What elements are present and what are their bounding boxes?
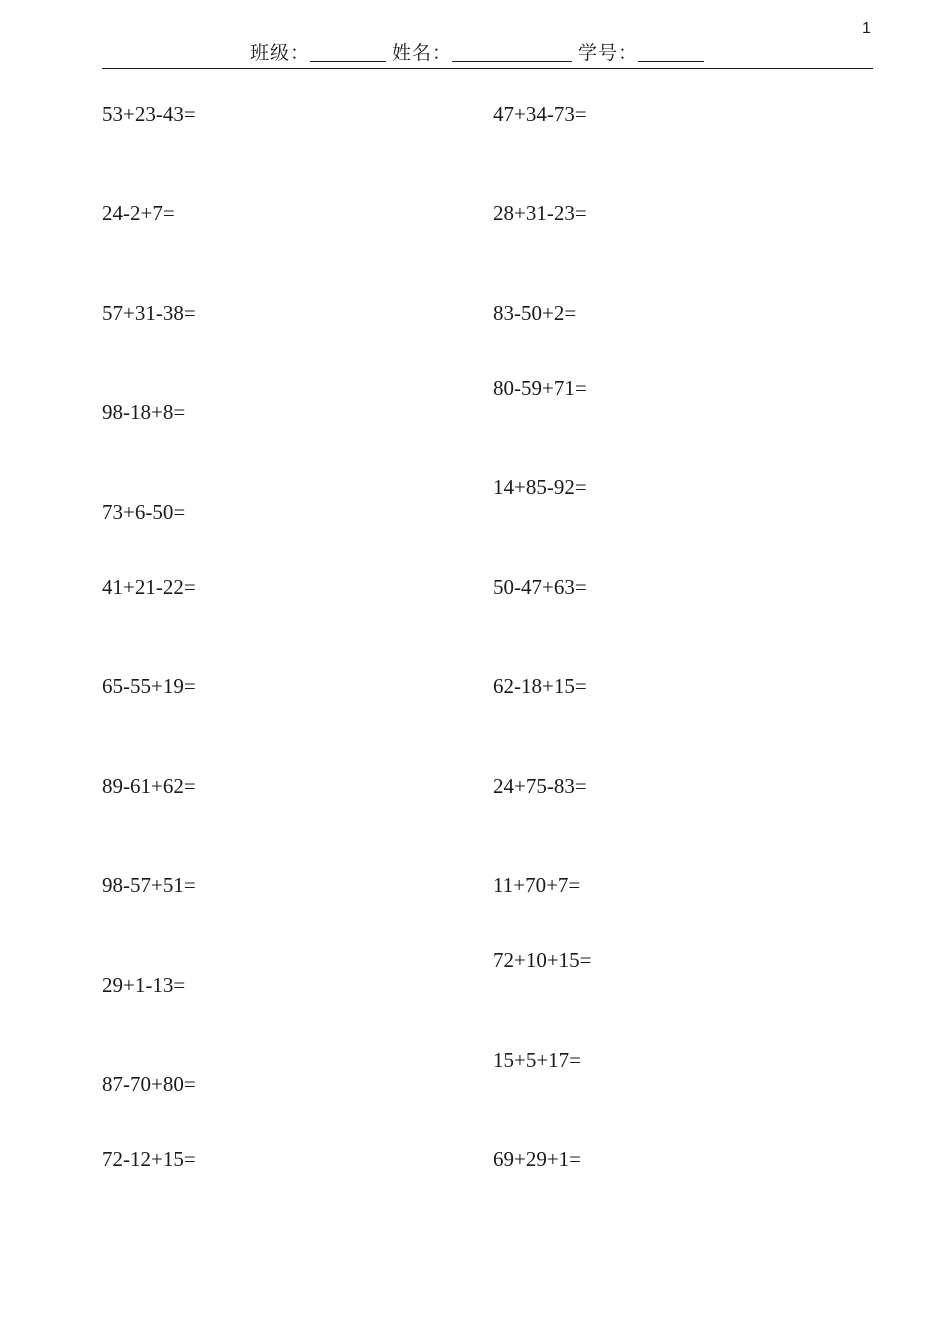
problem-left-11: 87-70+80= — [102, 1072, 196, 1096]
problem-left-7: 65-55+19= — [102, 674, 196, 698]
problem-right-6: 50-47+63= — [493, 575, 587, 599]
problem-left-1: 53+23-43= — [102, 102, 196, 126]
name-label: 姓名： — [392, 42, 453, 64]
header-rule — [102, 68, 873, 69]
problem-right-12: 69+29+1= — [493, 1147, 582, 1171]
problem-left-9: 98-57+51= — [102, 873, 196, 897]
problem-left-12: 72-12+15= — [102, 1147, 196, 1171]
problem-right-5: 14+85-92= — [493, 475, 587, 499]
problem-right-3: 83-50+2= — [493, 301, 577, 325]
page-number: 1 — [862, 20, 871, 37]
student-id-label: 学号： — [578, 42, 639, 64]
problem-right-10: 72+10+15= — [493, 948, 592, 972]
problem-right-1: 47+34-73= — [493, 102, 587, 126]
worksheet-header — [250, 38, 704, 65]
problem-left-3: 57+31-38= — [102, 301, 196, 325]
problem-right-11: 15+5+17= — [493, 1048, 582, 1072]
problem-left-6: 41+21-22= — [102, 575, 196, 599]
problem-left-4: 98-18+8= — [102, 400, 186, 424]
problem-right-8: 24+75-83= — [493, 774, 587, 798]
problem-left-2: 24-2+7= — [102, 201, 175, 225]
class-label: 班级： — [250, 42, 311, 64]
class-blank[interactable] — [310, 41, 386, 62]
problem-right-2: 28+31-23= — [493, 201, 587, 225]
problem-right-7: 62-18+15= — [493, 674, 587, 698]
problem-left-8: 89-61+62= — [102, 774, 196, 798]
problem-left-5: 73+6-50= — [102, 500, 186, 524]
problem-right-4: 80-59+71= — [493, 376, 587, 400]
problem-left-10: 29+1-13= — [102, 973, 186, 997]
problem-right-9: 11+70+7= — [493, 873, 581, 897]
name-blank[interactable] — [452, 41, 572, 62]
student-id-blank[interactable] — [638, 41, 704, 62]
